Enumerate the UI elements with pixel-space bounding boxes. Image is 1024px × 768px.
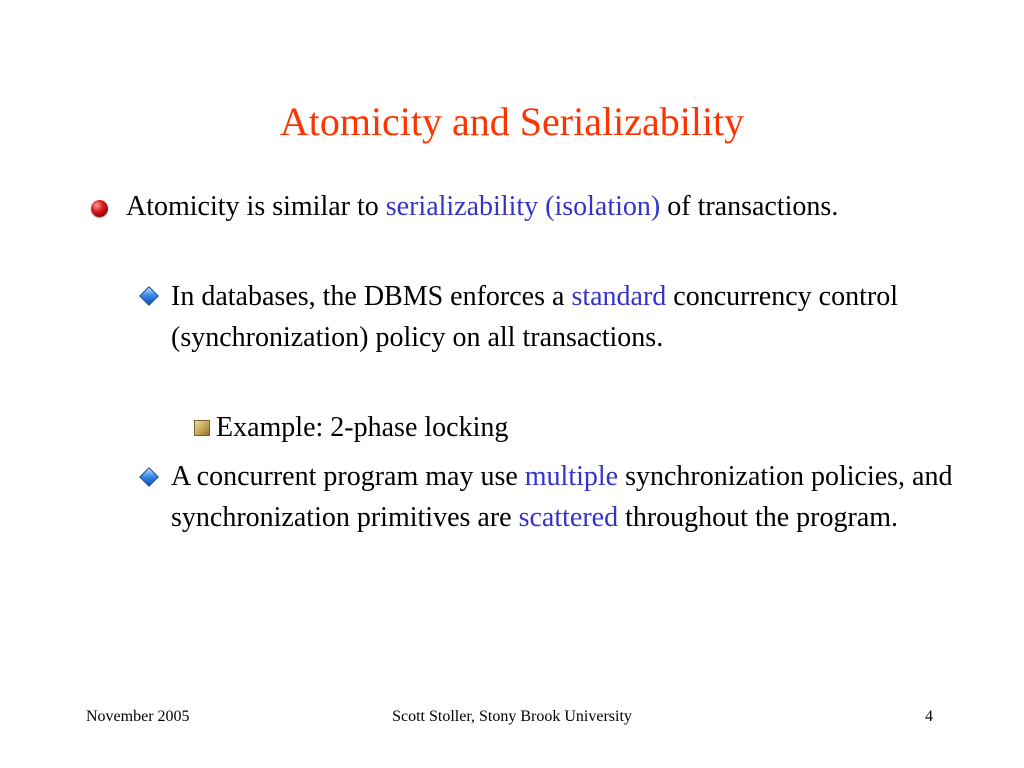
footer-author: Scott Stoller, Stony Brook University xyxy=(392,708,632,725)
tan-square-bullet-icon xyxy=(194,420,210,436)
bullet-text-after: of transactions. xyxy=(660,191,839,222)
highlight-multiple: multiple xyxy=(524,461,619,492)
bullet-text: Example: 2-phase locking xyxy=(216,412,509,443)
bullet-level3-example xyxy=(216,407,736,448)
bullet-text-after: throughout the program. xyxy=(618,502,899,533)
bullet-text-middle: synchronization policies, and synchronization primitives are xyxy=(171,461,953,533)
footer-page-number: 4 xyxy=(925,708,933,725)
footer-date: November 2005 xyxy=(86,708,190,725)
bullet-text-after: concurrency control (synchronization) policy on all transactions. xyxy=(171,281,898,353)
bullet-text xyxy=(126,186,846,227)
bullet-text-before: In databases, the DBMS enforces a xyxy=(171,281,572,312)
bullet-level2-concurrent-program xyxy=(171,456,961,538)
blue-diamond-bullet-icon xyxy=(139,286,159,306)
blue-diamond-bullet-icon xyxy=(139,467,159,487)
bullet-text-before: Atomicity is similar to xyxy=(126,191,386,222)
bullet-level1-atomicity xyxy=(126,186,846,227)
bullet-text-before: A concurrent program may use xyxy=(171,461,525,492)
slide-title: Atomicity and Serializability xyxy=(279,99,745,144)
highlight-standard: standard xyxy=(571,281,667,312)
highlight-scattered: scattered xyxy=(518,502,619,533)
bullet-text xyxy=(171,456,961,538)
bullet-text xyxy=(171,276,931,358)
red-ball-bullet-icon xyxy=(91,200,108,217)
bullet-level2-dbms xyxy=(171,276,931,358)
highlight-serializability: serializability (isolation) xyxy=(385,191,661,222)
